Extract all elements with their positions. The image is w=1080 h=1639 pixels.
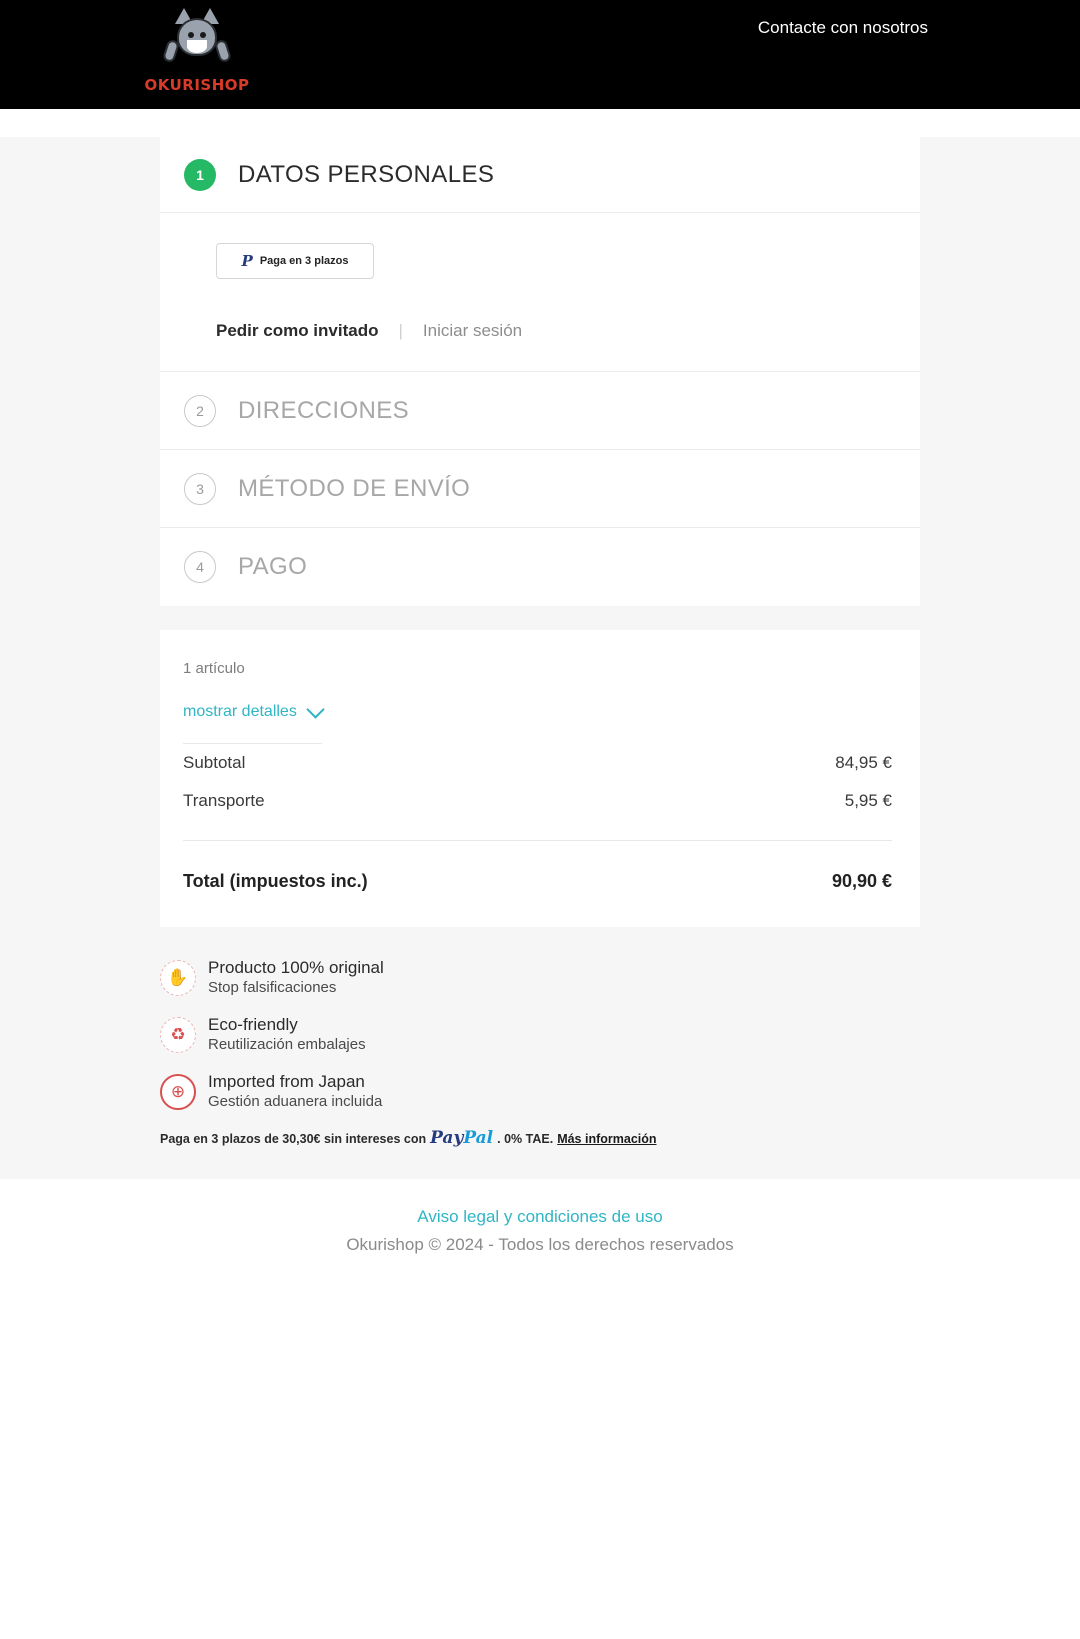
paypal-wordmark-pay: Pay [430, 1128, 464, 1148]
copyright-text: Okurishop © 2024 - Todos los derechos reservados [346, 1235, 734, 1254]
badge-subtitle: Gestión aduanera incluida [208, 1093, 383, 1110]
paypal-icon: P [241, 251, 253, 270]
legal-notice-link[interactable]: Aviso legal y condiciones de uso [417, 1207, 663, 1226]
item-count-label: 1 artículo [183, 660, 245, 677]
show-details-toggle[interactable] [183, 703, 322, 744]
step-title: DIRECCIONES [238, 396, 410, 424]
badge-title: Eco-friendly [208, 1015, 298, 1034]
step-title: PAGO [238, 553, 308, 580]
total-label: Total (impuestos inc.) [183, 871, 368, 891]
summary-line-total [183, 841, 892, 901]
trust-badge-original [160, 957, 920, 998]
trust-badge-japan [160, 1071, 920, 1112]
badge-subtitle: Stop falsificaciones [208, 979, 337, 996]
checkout-step-addresses[interactable] [160, 372, 920, 450]
summary-line-subtotal [183, 744, 892, 782]
site-header [0, 0, 1080, 109]
logo-text: OKURISHOP [144, 76, 250, 94]
step-title: MÉTODO DE ENVÍO [238, 474, 471, 502]
paypal-financing-note [160, 1128, 920, 1178]
summary-line-value: 5,95 € [844, 791, 892, 810]
summary-line-label: Transporte [183, 791, 265, 810]
paypal-wordmark-pal: Pal [463, 1128, 494, 1148]
badge-subtitle: Reutilización embalajes [208, 1036, 366, 1053]
options-separator: | [398, 321, 403, 340]
page-content [0, 137, 1080, 1179]
checkout-card [160, 137, 920, 606]
step-number-badge: 4 [184, 551, 216, 583]
paypal-note-prefix: Paga en 3 plazos de 30,30€ sin intereses con [160, 1132, 427, 1146]
globe-icon: ⊕ [160, 1074, 196, 1110]
order-summary-card [160, 630, 920, 927]
order-as-guest-link[interactable]: Pedir como invitado [216, 321, 379, 340]
checkout-step-shipping-method[interactable] [160, 450, 920, 528]
step-personal-data-body [160, 213, 920, 372]
site-footer [0, 1179, 1080, 1255]
step-number-badge: 2 [184, 395, 216, 427]
step-number-badge: 3 [184, 473, 216, 505]
show-details-label: mostrar detalles [183, 703, 297, 720]
paypal-pay-in-3-button[interactable] [216, 243, 374, 279]
summary-line-label: Subtotal [183, 753, 246, 772]
total-value: 90,90 € [831, 871, 892, 891]
summary-line-shipping [183, 782, 892, 820]
recycle-box-icon: ♻ [160, 1017, 196, 1053]
site-logo[interactable] [144, 6, 250, 102]
badge-title: Imported from Japan [208, 1072, 365, 1091]
step-number-badge: 1 [184, 159, 216, 191]
trust-badges [160, 957, 920, 1112]
summary-line-value: 84,95 € [835, 753, 892, 772]
chevron-down-icon [306, 700, 324, 718]
checkout-step-payment[interactable] [160, 528, 920, 606]
checkout-step-personal-data[interactable] [160, 137, 920, 213]
paypal-button-label: Paga en 3 plazos [259, 255, 349, 267]
account-options-row [216, 321, 896, 341]
trust-badge-eco [160, 1014, 920, 1055]
sign-in-link[interactable]: Iniciar sesión [422, 321, 523, 340]
badge-title: Producto 100% original [208, 958, 384, 977]
paypal-wordmark [430, 1128, 493, 1148]
wolf-mascot-icon [163, 14, 231, 74]
thumbs-up-icon: ✋ [160, 960, 196, 996]
step-title: DATOS PERSONALES [238, 160, 495, 188]
paypal-note-suffix: . 0% TAE. [497, 1132, 554, 1146]
contact-link[interactable]: Contacte con nosotros [757, 18, 928, 37]
more-info-link[interactable]: Más información [557, 1132, 657, 1146]
